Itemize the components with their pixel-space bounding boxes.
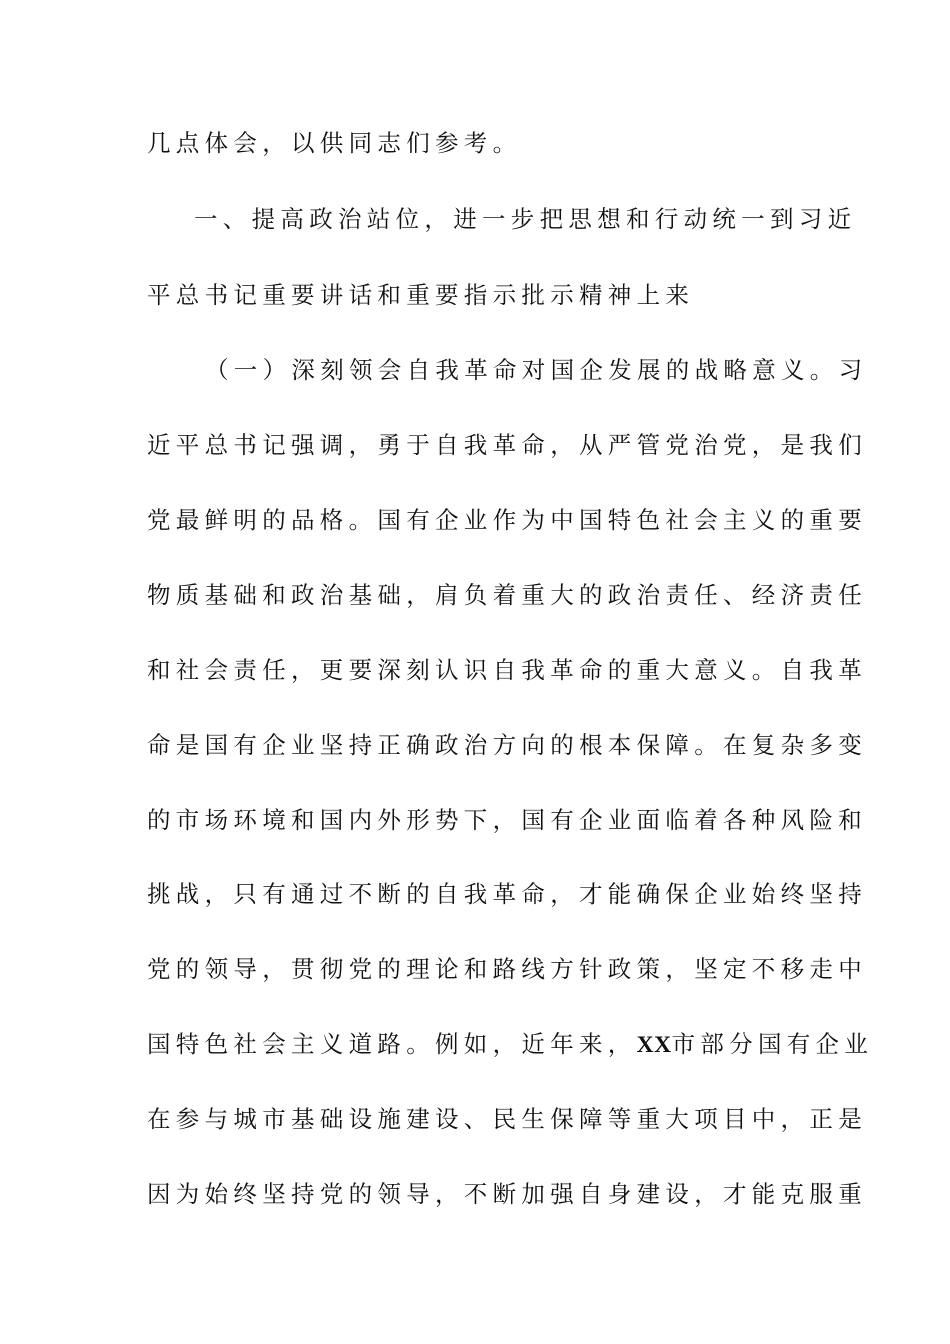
text-line-13-start: 国特色社会主义道路。例如，近年来，: [147, 1030, 637, 1058]
text-line-15: 因为始终坚持党的领导，不断加强自身建设，才能克服重: [147, 1180, 867, 1208]
text-line-14: 在参与城市基础设施建设、民生保障等重大项目中，正是: [147, 1105, 867, 1133]
text-line-6: 党最鲜明的品格。国有企业作为中国特色社会主义的重要: [147, 506, 867, 534]
section-heading-line-2: 平总书记重要讲话和重要指示批示精神上来: [147, 281, 695, 309]
text-line-8: 和社会责任，更要深刻认识自我革命的重大意义。自我革: [147, 656, 867, 684]
text-line-13-end: 市部分国有企业: [671, 1030, 874, 1058]
text-line-13: [147, 1024, 873, 1064]
section-heading-line-1: 一、提高政治站位，进一步把思想和行动统一到习近: [194, 205, 857, 233]
text-line-9: 命是国有企业坚持正确政治方向的根本保障。在复杂多变: [147, 731, 867, 759]
subsection-line-1: （一）深刻领会自我革命对国企发展的战略意义。习: [205, 356, 868, 384]
text-line-12: 党的领导，贯彻党的理论和路线方针政策，坚定不移走中: [147, 955, 867, 983]
placeholder-xx: XX: [636, 1032, 672, 1058]
text-line-11: 挑战，只有通过不断的自我革命，才能确保企业始终坚持: [147, 880, 867, 908]
text-line-7: 物质基础和政治基础，肩负着重大的政治责任、经济责任: [147, 581, 867, 609]
text-line-10: 的市场环境和国内外形势下，国有企业面临着各种风险和: [147, 806, 867, 834]
text-line-5: 近平总书记强调，勇于自我革命，从严管党治党，是我们: [147, 431, 867, 459]
text-line-1: 几点体会，以供同志们参考。: [147, 129, 522, 157]
